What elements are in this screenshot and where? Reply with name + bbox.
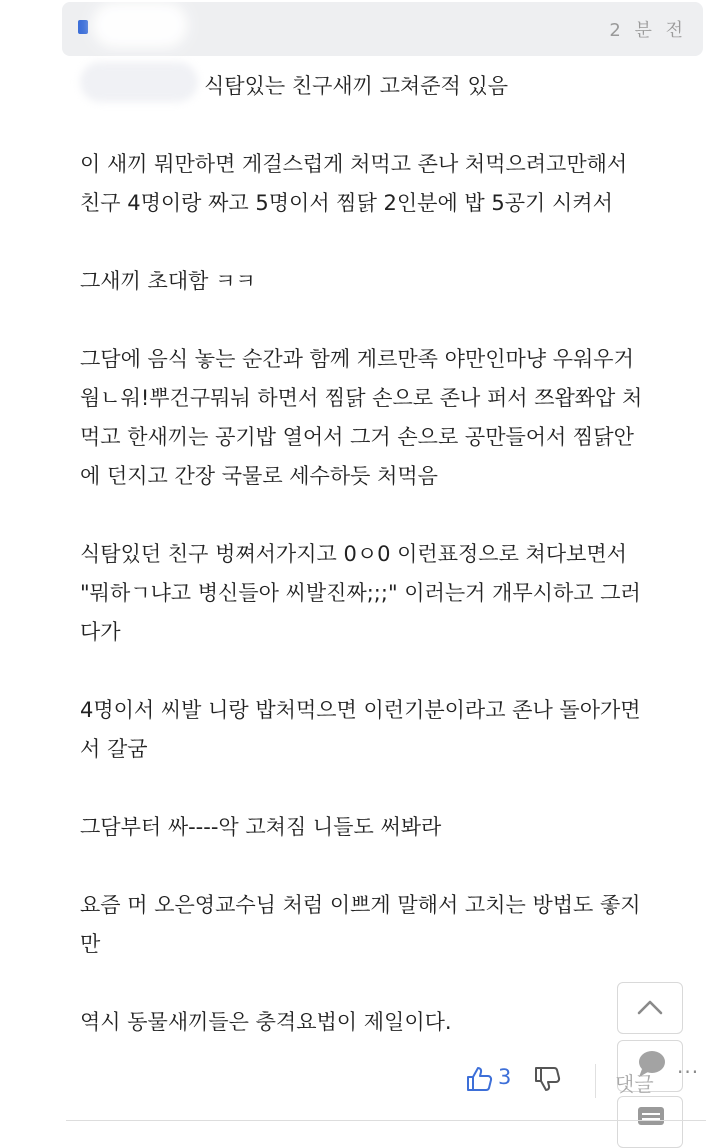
post-paragraph (80, 340, 698, 496)
scroll-top-button[interactable] (617, 982, 683, 1034)
like-button[interactable] (466, 1065, 512, 1092)
post-title: 식탐있는 친구새끼 고쳐준적 있음 (204, 74, 509, 98)
post-line: 그새끼 초대함 ㅋㅋ (80, 269, 256, 293)
post-line: 만 (80, 932, 101, 956)
post-line: 에 던지고 간장 국물로 세수하듯 처먹음 (80, 464, 438, 488)
post-paragraph (80, 1003, 698, 1042)
bottom-divider (66, 1120, 706, 1121)
post-timestamp: 2 분 전 (609, 20, 687, 41)
thumbs-down-icon (534, 1066, 562, 1092)
comment-button[interactable]: 댓글 (615, 1072, 654, 1096)
post-line: 다가 (80, 620, 121, 644)
thumbs-up-icon (466, 1066, 494, 1092)
post-line: 역시 동물새끼들은 충격요법이 제일이다. (80, 1010, 452, 1034)
post-line: 그담부터 싸----악 고쳐짐 니들도 써봐라 (80, 815, 442, 839)
post-body (80, 145, 698, 1081)
post-paragraph (80, 145, 698, 223)
post-header-bar (62, 2, 703, 56)
post-paragraph (80, 262, 698, 301)
board-mark-icon (78, 20, 88, 34)
post-line: 먹고 한새끼는 공기밥 열어서 그거 손으로 공만들어서 찜닭안 (80, 425, 634, 449)
post-line: 이 새끼 뭐만하면 게걸스럽게 처먹고 존나 처먹으려고만해서 (80, 152, 628, 176)
dislike-button[interactable] (534, 1066, 562, 1096)
post-paragraph (80, 691, 698, 769)
post-line: 친구 4명이랑 짜고 5명이서 찜닭 2인분에 밥 5공기 시켜서 (80, 191, 613, 215)
post-line: 식탐있던 친구 벙쪄서가지고 0ㅇ0 이런표정으로 쳐다보면서 (80, 542, 627, 566)
post-line: 웜ㄴ워!뿌건구뭐눠 하면서 찜닭 손으로 존나 퍼서 쯔왑쫘압 처 (80, 386, 643, 410)
more-options-icon[interactable]: ··· (677, 1060, 700, 1084)
like-count: 3 (498, 1065, 512, 1089)
post-paragraph (80, 535, 698, 652)
post-paragraph (80, 886, 698, 964)
post-line: 4명이서 씨발 니랑 밥처먹으면 이런기분이라고 존나 돌아가면 (80, 698, 641, 722)
post-line: 요즘 머 오은영교수님 처럼 이쁘게 말해서 고치는 방법도 좋지 (80, 893, 641, 917)
footer-divider (595, 1064, 596, 1098)
redacted-author (80, 62, 198, 102)
post-line: 서 갈굼 (80, 737, 148, 761)
chevron-up-icon (618, 983, 682, 1033)
post-footer (0, 1054, 720, 1104)
redacted-board-name (92, 2, 188, 48)
post-line: 그담에 음식 놓는 순간과 함께 게르만족 야만인마냥 우워우거 (80, 347, 634, 371)
post-paragraph (80, 808, 698, 847)
post-line: "뭐하ㄱ냐고 병신들아 씨발진짜;;;" 이러는거 개무시하고 그러 (80, 581, 641, 605)
